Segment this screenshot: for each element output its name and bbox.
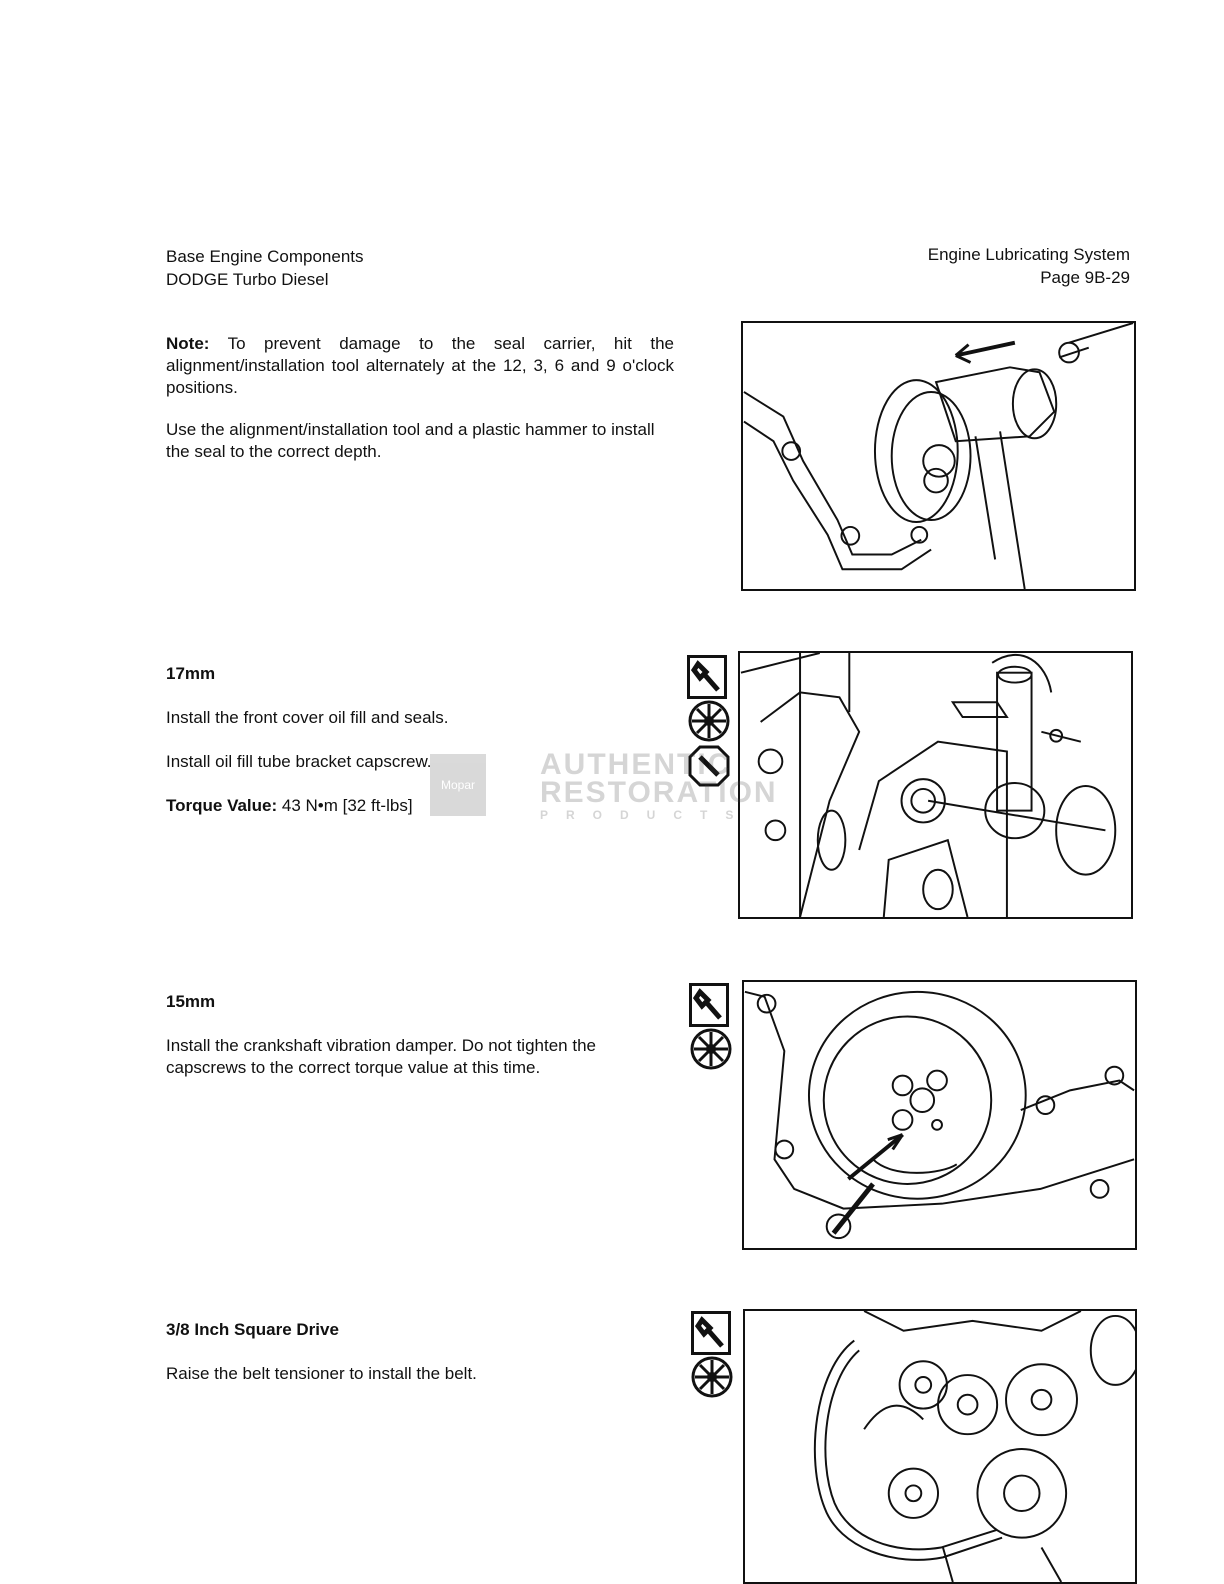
watermark xyxy=(430,748,778,822)
section2-tool-size: 17mm xyxy=(166,664,216,683)
section2-step2: Install oil fill tube bracket capscrew. xyxy=(166,752,432,771)
note-paragraph xyxy=(166,333,674,399)
seal-installation-figure xyxy=(741,321,1136,591)
oil-fill-tube-figure xyxy=(738,651,1133,919)
section3-instruction xyxy=(166,1035,678,1079)
header-manual-section: Base Engine Components xyxy=(166,247,364,266)
header-system-title: Engine Lubricating System xyxy=(927,245,1130,264)
section2-step1: Install the front cover oil fill and seals. xyxy=(166,708,449,727)
mopar-logo: Mopar xyxy=(430,754,486,816)
belt-tensioner-figure xyxy=(743,1309,1137,1584)
torque-value: 43 N•m [32 ft-lbs] xyxy=(277,796,413,815)
note-label: Note: xyxy=(166,334,210,353)
header-left xyxy=(166,245,364,291)
wrench-icon xyxy=(691,1311,731,1355)
watermark-line2: RESTORATION xyxy=(540,776,778,809)
header-manual-title: DODGE Turbo Diesel xyxy=(166,270,329,289)
header-right xyxy=(880,243,1130,289)
page-number: Page 9B-29 xyxy=(1040,268,1130,287)
section3-tool-size: 15mm xyxy=(166,992,216,1011)
watermark-line3: PRODUCTS xyxy=(540,808,752,822)
section1-text xyxy=(166,333,674,483)
section3-text: Install the crankshaft vibration damper. Do not tighten the capscrews to the correct torque value at this time. xyxy=(166,1036,596,1077)
torque-label: Torque Value: xyxy=(166,796,278,815)
component-wheel-icon xyxy=(690,1028,732,1070)
component-wheel-icon xyxy=(688,700,730,742)
note-text: To prevent damage to the seal carrier, hit the alignment/installation tool alternately at the 12, 3, 6 and 9 o'clock positions. xyxy=(166,334,674,397)
vibration-damper-figure xyxy=(742,980,1137,1250)
watermark-line1: AUTHENTIC xyxy=(540,748,732,781)
wrench-icon xyxy=(687,655,727,699)
section4-instruction: Raise the belt tensioner to install the belt. xyxy=(166,1364,477,1383)
install-seal-paragraph: Use the alignment/installation tool and a plastic hammer to install the seal to the correct depth. xyxy=(166,420,655,461)
wrench-icon xyxy=(689,983,729,1027)
section4-tool-size: 3/8 Inch Square Drive xyxy=(166,1320,339,1339)
component-wheel-icon xyxy=(691,1356,733,1398)
